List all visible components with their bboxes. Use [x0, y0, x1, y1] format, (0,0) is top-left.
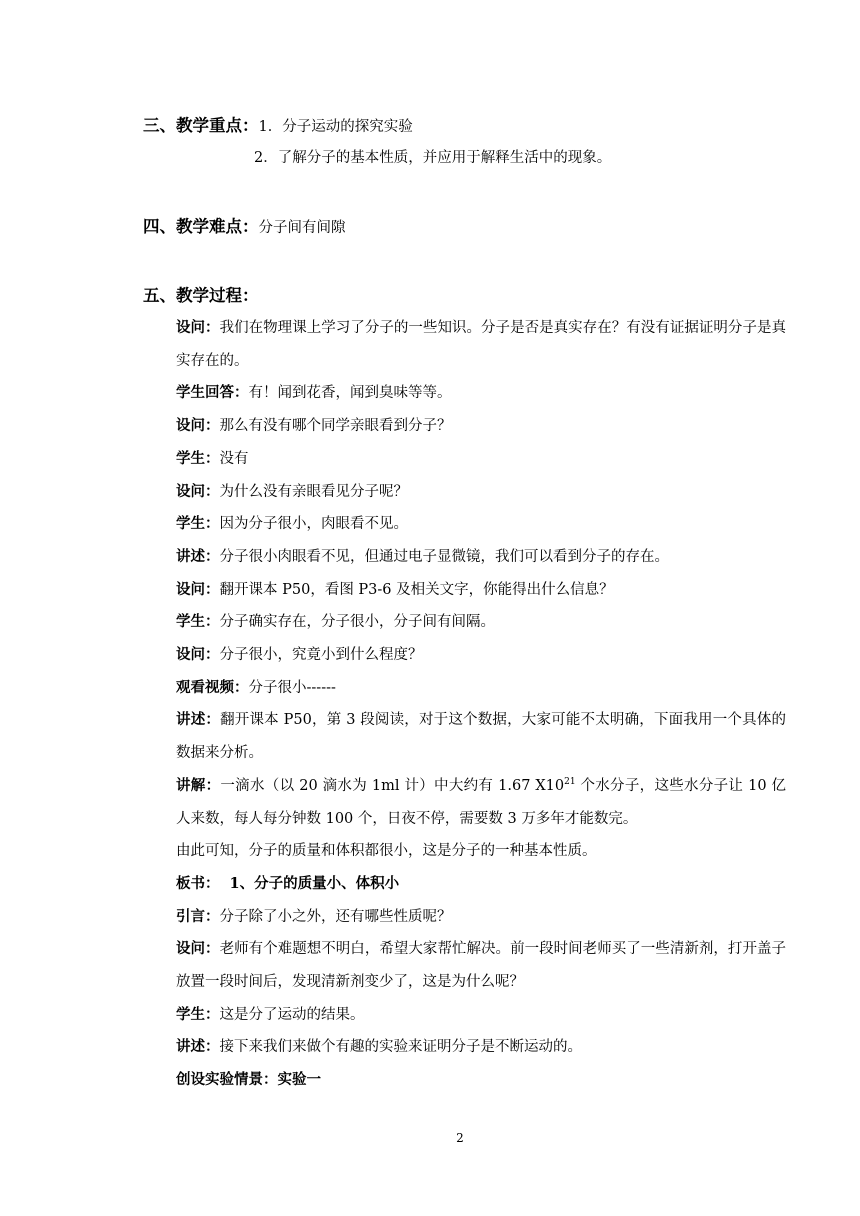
dialogue-line: [176, 901, 786, 934]
line-text: 那么有没有哪个同学亲眼看到分子？: [219, 418, 452, 435]
dialogue-line: [176, 312, 786, 377]
line-text: 老师有个难题想不明白，希望大家帮忙解决。前一段时间老师买了一些清新剂，打开盖子放置一段时间后，发现清新剂变少了，这是为什么呢？: [176, 941, 787, 991]
line-label: 板书：: [176, 874, 220, 892]
line-label: 学生：: [176, 449, 220, 467]
line-text: 个水分子，这些水分子让 10 亿人来数，每人每分钟数 100 个，日夜不停，需要数 3 万多年才能数完。: [176, 777, 786, 827]
line-label: 学生：: [176, 515, 220, 533]
line-label: 讲解：: [176, 776, 221, 794]
line-label: 讲述：: [176, 547, 220, 565]
exponent: 21: [564, 776, 576, 787]
line-label: 设问：: [176, 940, 220, 958]
dialogue-line: [176, 933, 786, 998]
line-label: 讲述：: [176, 711, 221, 729]
section-3-title: 三、教学重点：: [143, 116, 259, 135]
dialogue-line: [176, 508, 786, 541]
section-5-title: 五、教学过程：: [143, 286, 259, 305]
section-3-heading: [143, 112, 413, 136]
explain-line: [176, 770, 786, 835]
conclusion-line: 由此可知，分子的质量和体积都很小，这是分子的一种基本性质。: [176, 843, 597, 860]
line-label: 讲述：: [176, 1038, 220, 1056]
dialogue-line: [176, 541, 786, 574]
line-text: 分子很小------: [248, 679, 336, 696]
dialogue-line: [176, 476, 786, 509]
line-label: 设问：: [176, 417, 220, 435]
line-label: 观看视频：: [176, 678, 249, 696]
line-label: 引言：: [176, 907, 220, 925]
dialogue-line: [176, 443, 786, 476]
line-label: 设问：: [176, 580, 220, 598]
line-text: 没有: [219, 450, 249, 467]
line-text: 分子确实存在，分子很小，分子间有间隔。: [219, 614, 495, 631]
line-text: 接下来我们来做个有趣的实验来证明分子是不断运动的。: [219, 1039, 582, 1056]
line-label: 设问：: [176, 482, 220, 500]
section-4-value: 分子间有间隙: [258, 220, 346, 236]
line-label: 设问：: [176, 319, 220, 336]
section-4-title: 四、教学难点：: [143, 217, 259, 236]
dialogue-line: [176, 606, 786, 639]
line-text: 分子除了小之外，还有哪些性质呢？: [219, 908, 452, 925]
line-text: 有！闻到花香，闻到臭味等等。: [248, 385, 452, 402]
line-text: 一滴水（以 20 滴水为 1ml 计）中大约有 1.67 X10: [220, 777, 565, 794]
teaching-process: [176, 312, 786, 1097]
section-3-item-1: 1．分子运动的探究实验: [258, 119, 413, 135]
dialogue-line: [176, 377, 786, 410]
line-label: 学生：: [176, 1005, 220, 1023]
line-text: 分子很小，究竟小到什么程度？: [219, 647, 423, 664]
dialogue-line: [176, 410, 786, 443]
line-text: 分子很小肉眼看不见，但通过电子显微镜，我们可以看到分子的存在。: [219, 548, 669, 565]
board-line: [176, 868, 786, 901]
dialogue-line: [176, 704, 786, 769]
dialogue-line: [176, 639, 786, 672]
dialogue-line: [176, 1031, 786, 1064]
section-4-heading: [143, 213, 346, 237]
dialogue-line: [176, 672, 786, 705]
line-label: 设问：: [176, 646, 220, 664]
dialogue-line: [176, 574, 786, 607]
page-number: 2: [456, 1131, 464, 1145]
line-text: 翻开课本 P50，第 3 段阅读，对于这个数据，大家可能不太明确，下面我用一个具体的数据来分析。: [176, 712, 787, 762]
section-3-item-2: 2．了解分子的基本性质，并应用于解释生活中的现象。: [254, 150, 612, 166]
dialogue-line: [176, 999, 786, 1032]
line-text: 这是分了运动的结果。: [219, 1006, 365, 1023]
line-text: 翻开课本 P50，看图 P3-6 及相关文字，你能得出什么信息？: [219, 581, 614, 598]
line-text: 为什么没有亲眼看见分子呢？: [219, 483, 408, 500]
line-label: 学生回答：: [176, 384, 249, 402]
board-text: 1、分子的质量小、体积小: [229, 874, 400, 892]
experiment-heading: 创设实验情景：实验一: [176, 1071, 321, 1089]
line-text: 我们在物理课上学习了分子的一些知识。分子是否是真实存在？有没有证据证明分子是真实存在的。: [176, 320, 787, 369]
line-label: 学生：: [176, 613, 220, 631]
line-text: 因为分子很小，肉眼看不见。: [219, 516, 408, 533]
